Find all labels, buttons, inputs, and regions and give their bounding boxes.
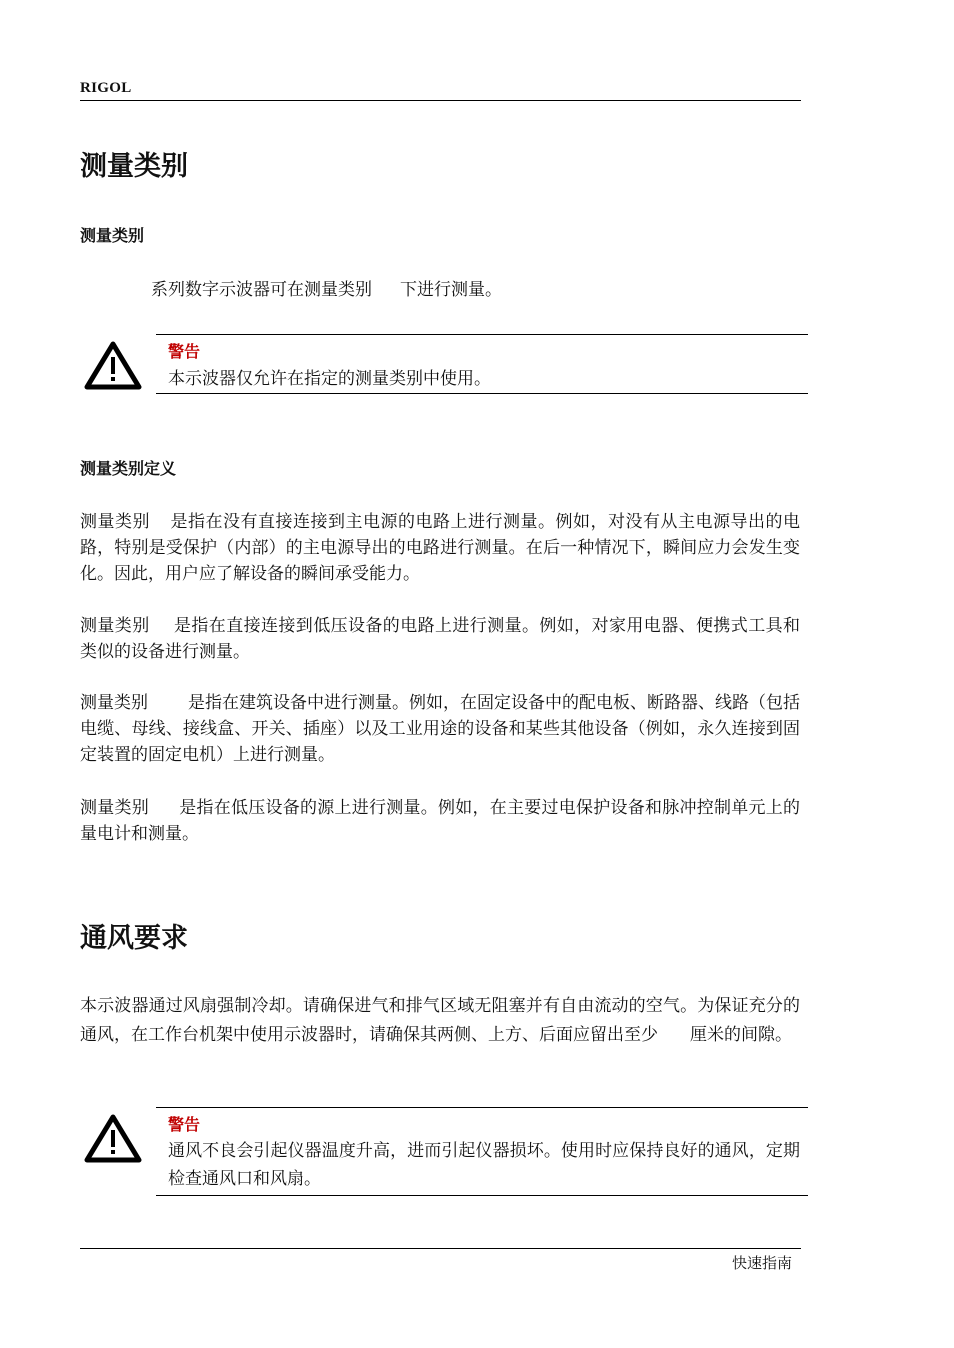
warning-text: 本示波器仅允许在指定的测量类别中使用。 [168,369,491,389]
category-label: 测量类别 [80,512,150,532]
ventilation-text-b: 厘米的间隙。 [690,1025,792,1045]
warning-title: 警告 [168,1115,201,1134]
warning-triangle-icon [84,340,142,390]
definition-text: 是指在没有直接连接到主电源的电路上进行测量。例如，对没有从主电源导出的电路，特别是受保护（内部）的主电源导出的电路进行测量。在后一种情况下，瞬间应力会发生变化。因此，用户应了解设备的瞬间承受能力。 [80,512,800,584]
ventilation-text-a: 本示波器通过风扇强制冷却。请确保进气和排气区域无阻塞并有自由流动的空气。为保证充分的通风，在工作台机架中使用示波器时，请确保其两侧、上方、后面应留出至少 [80,996,800,1045]
section-title-measurement-category: 测量类别 [80,151,188,182]
header-rule [80,100,801,101]
definition-paragraph-2 [80,613,800,665]
definition-paragraph-3 [80,690,800,768]
warning-title: 警告 [168,342,201,361]
warning-box-measurement [156,334,808,394]
warning-box-ventilation [156,1107,808,1196]
definition-text: 是指在低压设备的源上进行测量。例如，在主要过电保护设备和脉冲控制单元上的量电计和测量。 [80,798,800,844]
subheading-measurement-category: 测量类别 [80,226,145,245]
brand-logo: RIGOL [80,80,132,96]
category-label: 测量类别 [80,798,149,818]
definition-text: 是指在建筑设备中进行测量。例如，在固定设备中的配电板、断路器、线路（包括电缆、母线、接线盒、开关、插座）以及工业用途的设备和某些其他设备（例如，永久连接到固定装置的固定电机）上进行测量。 [80,693,800,765]
definition-paragraph-4 [80,795,800,847]
category-label: 测量类别 [80,693,148,713]
ventilation-paragraph [80,992,800,1050]
definition-paragraph-1 [80,509,800,587]
warning-triangle-icon [84,1113,142,1163]
subheading-category-definitions: 测量类别定义 [80,459,177,478]
intro-text-b: 下进行测量。 [400,280,502,300]
intro-paragraph [151,277,801,303]
section-title-ventilation: 通风要求 [80,923,188,954]
warning-text: 通风不良会引起仪器温度升高，进而引起仪器损坏。使用时应保持良好的通风，定期检查通风口和风扇。 [168,1141,800,1189]
footer-label: 快速指南 [732,1254,793,1272]
category-label: 测量类别 [80,616,150,636]
intro-text-a: 系列数字示波器可在测量类别 [151,280,372,300]
definition-text: 是指在直接连接到低压设备的电路上进行测量。例如，对家用电器、便携式工具和类似的设备进行测量。 [80,616,801,662]
footer-rule [80,1248,801,1249]
